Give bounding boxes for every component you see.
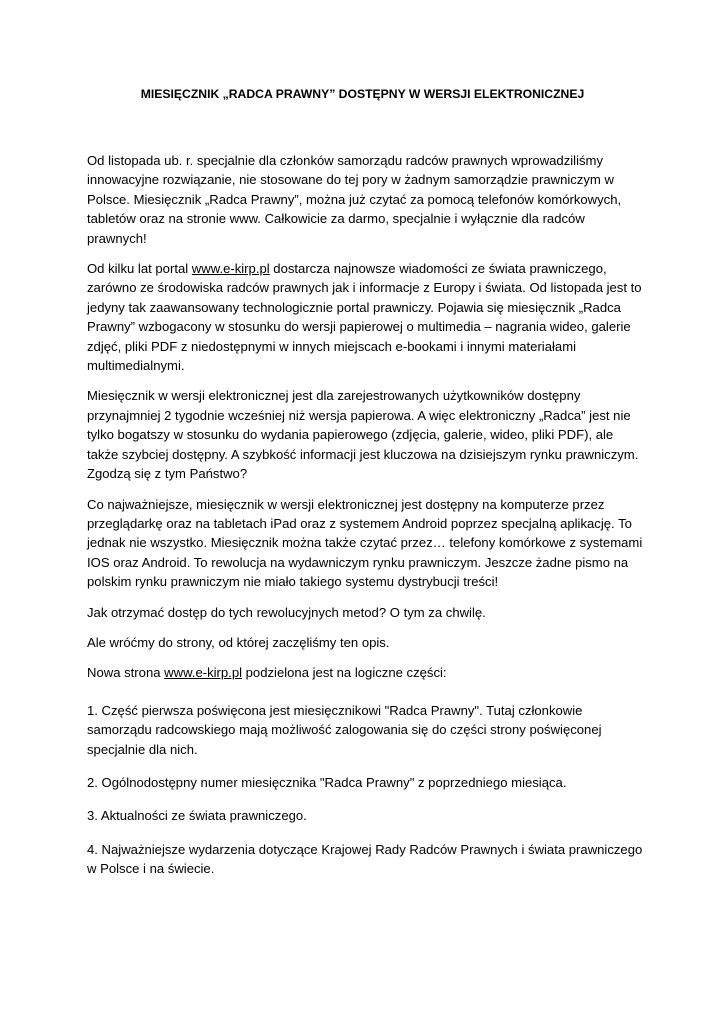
paragraph-intro: Od listopada ub. r. specjalnie dla członków samorządu radców prawnych wprowadziliśmy innowacyjne rozwiązanie, nie stosowane do tej pory w żadnym samorządzie prawniczym w Polsce. Miesięcznik „Radca Prawny”, można już czytać za pomocą telefonów komórkowych, tabletów oraz na stronie www. Całkowicie za darmo, specjalnie i wyłącznie dla radców prawnych!	[87, 153, 622, 246]
list-item: 3. Aktualności ze świata prawniczego.	[87, 808, 307, 824]
portal-link[interactable]: www.e-kirp.pl	[191, 261, 270, 277]
paragraph-portal-text-after: dostarcza najnowsze wiadomości ze świata prawniczego, zarówno ze środowiska radców prawnych jak i informacje z Europy i świata. Od listopada jest to jedyny tak zaawansowany technologicznie portal prawniczy. Pojawia się miesięcznik „Radca Prawny” wzbogacony w stosunku do wersji papierowej o multimedia – nagrania wideo, galerie zdjęć, pliki PDF z niedostępnymi w innych miejscach e-bookami i innymi materiałami multimedialnymi.	[87, 261, 642, 374]
document-title: MIESIĘCZNIK „RADCA PRAWNY” DOSTĘPNY W WERSJI ELEKTRONICZNEJ	[140, 87, 585, 101]
paragraph-portal-text-before: Od kilku lat portal	[87, 261, 192, 277]
paragraph-new-site-text-after: podzielona jest na logiczne części:	[242, 665, 447, 681]
paragraph-new-site-text-before: Nowa strona	[87, 665, 165, 681]
paragraph-portal	[87, 259, 647, 375]
list-item: 2. Ogólnodostępny numer miesięcznika "Radca Prawny" z poprzedniego miesiąca.	[87, 774, 567, 790]
paragraph-platforms: Co najważniejsze, miesięcznik w wersji elektronicznej jest dostępny na komputerze przez przeglądarkę oraz na tabletach iPad oraz z systemem Android poprzez specjalną aplikację. To jednak nie wszystko. Miesięcznik można także czytać przez… telefony komórkowe z systemami IOS oraz Android. To rewolucja na wydawniczym rynku prawniczym. Jeszcze żadne pismo na polskim rynku prawniczym nie miało takiego systemu dystrybucji treści!	[87, 496, 643, 590]
paragraph-question: Jak otrzymać dostęp do tych rewolucyjnych metod? O tym za chwilę.	[87, 604, 486, 620]
document-body	[87, 151, 647, 893]
paragraph-new-site	[87, 663, 647, 682]
paragraph-early-access: Miesięcznik w wersji elektronicznej jest dla zarejestrowanych użytkowników dostępny przynajmniej 2 tygodnie wcześniej niż wersja papierowa. A więc elektroniczny „Radca” jest nie tylko bogatszy w stosunku do wydania papierowego (zdjęcia, galerie, wideo, pliki PDF), ale także szybciej dostępny. A szybkość informacji jest kluczowa na dzisiejszym rynku prawniczym. Zgodzą się z tym Państwo?	[87, 388, 639, 482]
new-site-link[interactable]: www.e-kirp.pl	[164, 665, 243, 681]
paragraph-return: Ale wróćmy do strony, od której zaczęliśmy ten opis.	[87, 634, 390, 650]
list-item: 1. Część pierwsza poświęcona jest miesięcznikowi "Radca Prawny". Tutaj członkowie samorządu radcowskiego mają możliwość zalogowania się do części strony poświęconej specjalnie dla nich.	[87, 702, 602, 757]
list-item: 4. Najważniejsze wydarzenia dotyczące Krajowej Rady Radców Prawnych i świata prawniczego w Polsce i na świecie.	[87, 841, 643, 877]
